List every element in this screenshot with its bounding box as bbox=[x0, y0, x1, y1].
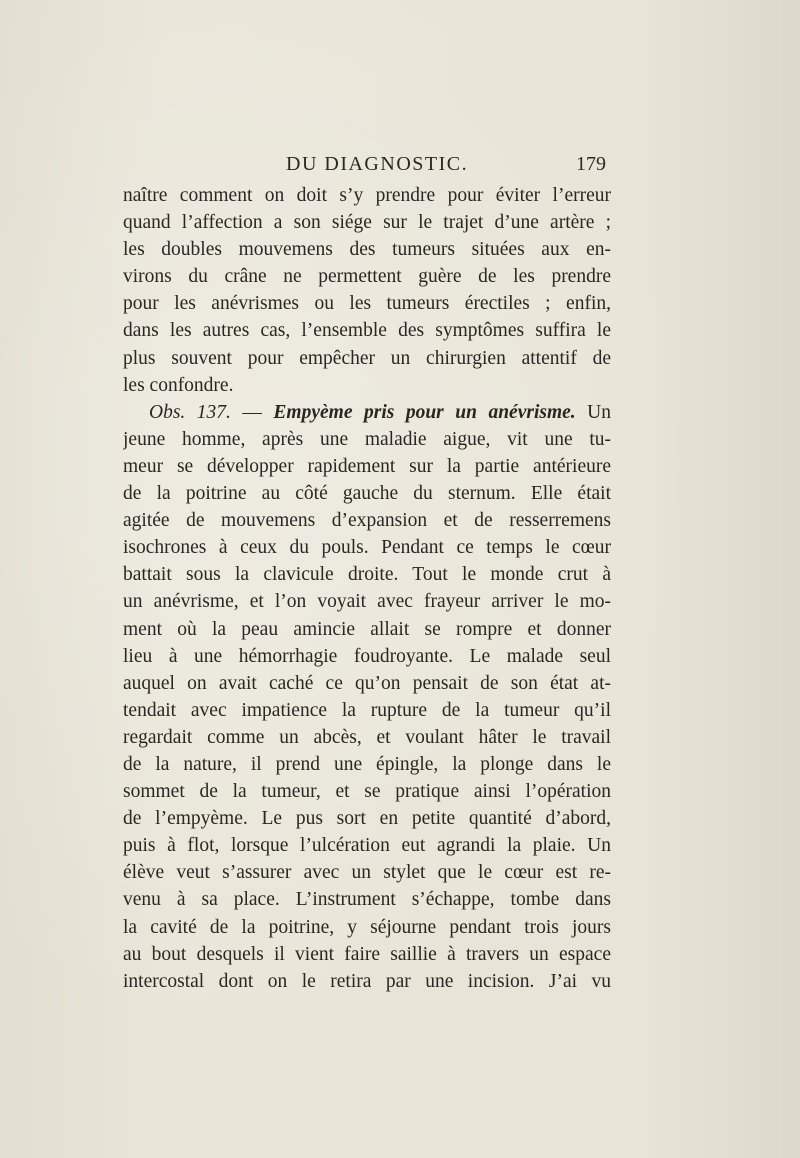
text-line: sommet de la tumeur, et se pratique ainsi l’opération bbox=[123, 781, 611, 803]
text-line: tendait avec impatience la rupture de la tumeur qu’il bbox=[123, 699, 611, 721]
observation-number: Obs. 137. bbox=[149, 401, 231, 423]
text-line: un anévrisme, et l’on voyait avec frayeur arriver le mo- bbox=[123, 591, 611, 613]
text-line: puis à flot, lorsque l’ulcération eut agrandi la plaie. Un bbox=[123, 835, 611, 857]
text-line: auquel on avait caché ce qu’on pensait de son état at- bbox=[123, 672, 611, 694]
observation-heading-line bbox=[123, 399, 611, 426]
observation-title: Empyème pris pour un anévrisme. bbox=[273, 401, 576, 423]
text-line: agitée de mouvemens d’expansion et de resserremens bbox=[123, 510, 611, 532]
text-line: lieu à une hémorrhagie foudroyante. Le malade seul bbox=[123, 645, 611, 667]
text-line: battait sous la clavicule droite. Tout le monde crut à bbox=[123, 564, 611, 586]
text-line: de l’empyème. Le pus sort en petite quantité d’abord, bbox=[123, 808, 611, 830]
text-line: de la nature, il prend une épingle, la plonge dans le bbox=[123, 753, 611, 775]
text-line: venu à sa place. L’instrument s’échappe, tombe dans bbox=[123, 889, 611, 911]
text-line: pour les anévrismes ou les tumeurs érectiles ; enfin, bbox=[123, 293, 611, 315]
observation-dash: — bbox=[230, 401, 274, 423]
text-line: élève veut s’assurer avec un stylet que le cœur est re- bbox=[123, 862, 611, 884]
text-line: ment où la peau amincie allait se rompre et donner bbox=[123, 618, 611, 640]
running-title: DU DIAGNOSTIC. bbox=[286, 153, 469, 175]
text-line: jeune homme, après une maladie aigue, vit une tu- bbox=[123, 428, 611, 450]
text-line: naître comment on doit s’y prendre pour éviter l’erreur bbox=[123, 185, 611, 206]
text-line: dans les autres cas, l’ensemble des symptômes suffira le bbox=[123, 320, 611, 342]
text-line: au bout desquels il vient faire saillie à travers un espace bbox=[123, 943, 611, 965]
page-header bbox=[128, 153, 606, 183]
text-line: plus souvent pour empêcher un chirurgien attentif de bbox=[123, 347, 611, 369]
text-line: intercostal dont on le retira par une incision. J’ai vu bbox=[123, 970, 611, 992]
text-line: la cavité de la poitrine, y séjourne pendant trois jours bbox=[123, 916, 611, 938]
body-text bbox=[123, 182, 611, 995]
text-line: les confondre. bbox=[123, 374, 234, 396]
text-line: virons du crâne ne permettent guère de les prendre bbox=[123, 266, 611, 288]
text-line: regardait comme un abcès, et voulant hâter le travail bbox=[123, 726, 611, 748]
observation-line-tail: Un bbox=[575, 401, 611, 423]
text-line: les doubles mouvemens des tumeurs situées aux en- bbox=[123, 239, 611, 261]
text-line: meur se développer rapidement sur la partie antérieure bbox=[123, 455, 611, 477]
page-number: 179 bbox=[576, 153, 606, 175]
text-line: de la poitrine au côté gauche du sternum. Elle était bbox=[123, 483, 611, 505]
text-line: isochrones à ceux du pouls. Pendant ce temps le cœur bbox=[123, 537, 611, 559]
text-line: quand l’affection a son siége sur le trajet d’une artère ; bbox=[123, 212, 611, 234]
